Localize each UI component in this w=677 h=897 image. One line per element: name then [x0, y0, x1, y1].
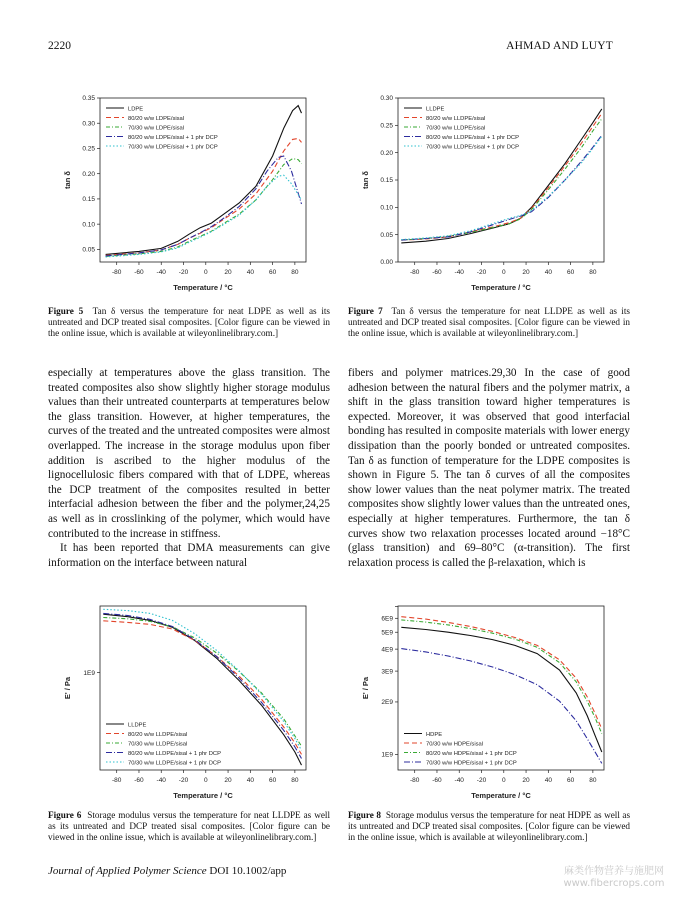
caption-text: Storage modulus versus the temperature for neat HDPE as well as its untreated and DCP treated sisal composites. [Color figure can be viewed in the online issue, which is available at wileyonlinelibrary.com.]	[348, 810, 631, 842]
x-tick-label: -60	[432, 269, 442, 276]
y-tick-label: 0.05	[82, 246, 95, 254]
chart-svg	[346, 90, 616, 295]
x-tick-label: -80	[111, 777, 122, 784]
x-axis-label: Temperature / °C	[173, 283, 233, 292]
paragraph: It has been reported that DMA measurements can give information on the interface between natural	[48, 542, 330, 569]
series-line-5	[106, 175, 302, 257]
series-line-3	[106, 159, 302, 257]
body-text-left-column	[48, 366, 330, 570]
figure-6-chart	[48, 598, 318, 803]
y-tick-label: 3E9	[381, 668, 393, 676]
figure-5-chart	[48, 90, 318, 295]
y-tick-label: 5E9	[381, 629, 393, 637]
figure-8-chart	[346, 598, 616, 803]
y-tick-label: 0.15	[82, 196, 95, 204]
legend-label: HDPE	[426, 731, 443, 738]
chart-svg	[48, 90, 318, 295]
figure-7-chart	[346, 90, 616, 295]
legend-label: 70/30 w/w LDPE/sisal + 1 phr DCP	[128, 144, 218, 151]
x-tick-label: 0	[203, 777, 208, 784]
x-tick-label: -40	[454, 269, 464, 276]
x-axis-label: Temperature / °C	[471, 791, 531, 800]
x-tick-label: -40	[156, 269, 166, 276]
journal-name: Journal of Applied Polymer Science	[48, 865, 207, 877]
x-tick-label: 60	[268, 777, 277, 784]
x-tick-label: 60	[566, 777, 575, 784]
x-tick-label: 20	[224, 269, 232, 276]
x-tick-label: -40	[156, 777, 166, 784]
series-line-4	[401, 135, 602, 240]
caption-text: Tan δ versus the temperature for neat LDPE as well as its untreated and DCP treated sisal composites. [Color figure can be viewed in the online issue, which is available at wileyonlinelibrary.com.]	[48, 306, 331, 338]
legend-label: 80/20 w/w LLDPE/sisal	[426, 115, 486, 122]
legend-label: 70/30 w/w HDPE/sisal + 1 phr DCP	[426, 760, 517, 767]
chart-svg	[346, 598, 616, 803]
x-tick-label: 20	[224, 777, 232, 784]
series-line-2	[401, 617, 602, 729]
legend-label: 80/20 w/w LLDPE/sisal + 1 phr DCP	[128, 750, 221, 757]
x-tick-label: 40	[544, 777, 552, 784]
x-axis-label: Temperature / °C	[173, 791, 233, 800]
x-tick-label: -60	[134, 777, 144, 784]
legend-label: 70/30 w/w HDPE/sisal	[426, 741, 484, 748]
x-tick-label: -60	[432, 777, 442, 784]
x-tick-label: 40	[246, 269, 254, 276]
x-tick-label: -40	[454, 777, 464, 784]
x-tick-label: 80	[291, 777, 299, 784]
caption-text: Tan δ versus the temperature for neat LLDPE as well as its untreated and DCP treated sisal composites. [Color figure can be viewed in the online issue, which is available at wileyonlinelibrary.com.]	[348, 306, 630, 338]
chart-svg	[48, 598, 318, 803]
journal-footer	[48, 865, 286, 877]
x-tick-label: -60	[134, 269, 144, 276]
x-tick-label: -20	[178, 777, 189, 784]
x-tick-label: 60	[566, 269, 575, 276]
x-tick-label: 40	[544, 269, 552, 276]
y-tick-label: 0.00	[380, 259, 393, 267]
legend-label: LLDPE	[426, 106, 445, 113]
watermark	[559, 866, 669, 890]
paragraph: fibers and polymer matrices.29,30 In the case of good adhesion between the natural fibers and the polymer matrix, a shift in the glass transition toward higher temperatures is expected. Moreover, it was observed that good interfacial bonding has resulted in composite materials with lower energy dissipation than the poorly bonded or untreated composites. Tan δ as function of temperature for the LDPE composites is shown in Figure 5. The tan δ curves of all the composites show lower values than the neat polymer matrix. The treated composites show slightly lower values than the untreated ones, especially at higher temperatures. Furthermore, the tan δ curves show two relaxation processes located around −18°C (glass transition) and 69–80°C (α-transition). The first relaxation process is called the β-relaxation, which is	[348, 367, 630, 569]
x-tick-label: 20	[522, 269, 530, 276]
legend-label: 80/20 w/w LLDPE/sisal + 1 phr DCP	[426, 134, 519, 141]
y-tick-label: 0.35	[82, 95, 95, 103]
legend-label: LDPE	[128, 106, 144, 113]
x-tick-label: -80	[409, 269, 420, 276]
doi: DOI 10.1002/app	[209, 865, 287, 877]
caption-label: Figure 6	[48, 810, 82, 820]
y-tick-label: 0.05	[380, 231, 393, 239]
y-tick-label: 0.30	[82, 120, 95, 128]
x-tick-label: -80	[111, 269, 122, 276]
x-tick-label: -20	[476, 777, 487, 784]
legend-label: 70/30 w/w LLDPE/sisal + 1 phr DCP	[128, 760, 221, 767]
series-line-3	[401, 620, 602, 734]
legend-label: 80/20 w/w LDPE/sisal	[128, 115, 185, 122]
legend-label: 80/20 w/w LLDPE/sisal	[128, 731, 188, 738]
y-axis-label: E' / Pa	[361, 676, 370, 700]
watermark-line: 麻类作物营养与施肥网	[564, 866, 664, 877]
y-tick-label: 0.10	[380, 204, 393, 212]
figure-7-caption	[348, 306, 630, 339]
y-tick-label: 2E9	[381, 699, 393, 707]
y-tick-label: 0.15	[380, 177, 393, 185]
y-tick-label: 4E9	[381, 646, 393, 654]
x-tick-label: 0	[501, 777, 506, 784]
series-line-5	[103, 609, 301, 750]
y-tick-label: 6E9	[381, 615, 393, 623]
series-line-5	[401, 136, 602, 239]
watermark-url: www.fibercrops.com	[563, 878, 665, 889]
page-number: 2220	[48, 40, 71, 52]
plot-frame	[398, 98, 604, 262]
y-tick-label: 0.25	[380, 122, 393, 130]
plot-frame	[100, 98, 306, 262]
x-tick-label: 20	[522, 777, 530, 784]
y-tick-label: 1E9	[83, 669, 95, 677]
y-tick-label: 1E9	[381, 751, 393, 759]
x-tick-label: 40	[246, 777, 254, 784]
x-tick-label: -80	[409, 777, 420, 784]
y-tick-label: 0.30	[380, 95, 393, 103]
y-axis-label: tan δ	[361, 171, 370, 189]
y-tick-label: 0.10	[82, 221, 95, 229]
x-tick-label: 0	[501, 269, 506, 276]
y-tick-label: 0.20	[380, 149, 393, 157]
figure-6-caption	[48, 810, 330, 843]
x-tick-label: -20	[178, 269, 189, 276]
running-header: AHMAD AND LUYT	[506, 40, 613, 52]
figure-8-caption	[348, 810, 630, 843]
caption-label: Figure 8	[348, 810, 381, 820]
x-tick-label: 80	[589, 777, 597, 784]
legend-label: 70/30 w/w LDPE/sisal	[128, 125, 185, 132]
x-tick-label: 60	[268, 269, 277, 276]
x-tick-label: 0	[203, 269, 208, 276]
legend-label: 80/20 w/w LDPE/sisal + 1 phr DCP	[128, 134, 218, 141]
legend-label: LLDPE	[128, 722, 147, 729]
x-tick-label: 80	[589, 269, 597, 276]
x-axis-label: Temperature / °C	[471, 283, 531, 292]
caption-label: Figure 5	[48, 306, 84, 316]
caption-text: Storage modulus versus the temperature for neat LLDPE as well as its untreated and DCP treated sisal composites. [Color figure can be viewed in the online issue, which is available at wileyonlinelibrary.com.]	[48, 810, 331, 842]
body-text-right-column	[348, 366, 630, 570]
x-tick-label: 80	[291, 269, 299, 276]
legend-label: 70/30 w/w LLDPE/sisal + 1 phr DCP	[426, 144, 519, 151]
y-axis-label: tan δ	[63, 171, 72, 189]
caption-label: Figure 7	[348, 306, 383, 316]
figure-5-caption	[48, 306, 330, 339]
paragraph: especially at temperatures above the glass transition. The treated composites also show slightly higher storage modulus values than their untreated counterparts at temperatures below the glass transition. However, at higher temperatures, the curves of the treated and the untreated composites were almost overlapped. The increase in the storage modulus upon fiber addition is ascribed to the higher modulus of the lignocellulosic fibers compared with that of LDPE, whereas the DCP treatment of the composites resulted in better interfacial adhesion between the fiber and the polymer,24,25 as well as in crosslinking of the polymer, which would have contributed to the increase in stiffness.	[48, 367, 330, 540]
legend-label: 70/30 w/w LLDPE/sisal	[128, 741, 188, 748]
y-axis-label: E' / Pa	[63, 676, 72, 700]
legend-label: 80/20 w/w HDPE/sisal + 1 phr DCP	[426, 750, 517, 757]
y-tick-label: 0.20	[82, 170, 95, 178]
x-tick-label: -20	[476, 269, 487, 276]
y-tick-label: 0.25	[82, 145, 95, 153]
legend-label: 70/30 w/w LLDPE/sisal	[426, 125, 486, 132]
